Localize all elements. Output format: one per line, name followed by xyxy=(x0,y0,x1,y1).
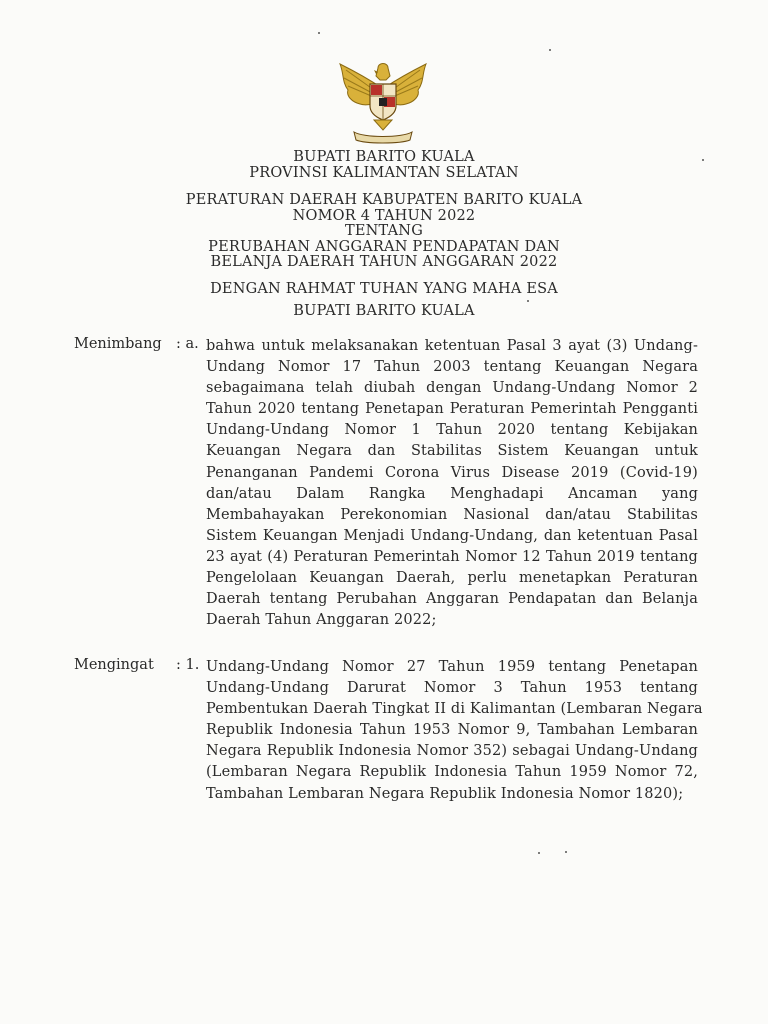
mengingat-label: Mengingat xyxy=(74,657,154,673)
menimbang-line: bahwa untuk melaksanakan ketentuan Pasal 3 ayat (3) Undang- xyxy=(206,338,698,354)
garuda-emblem-icon xyxy=(334,58,432,144)
menimbang-body xyxy=(206,336,698,631)
mengingat-line: (Lembaran Negara Republik Indonesia Tahun 1959 Nomor 72, xyxy=(206,764,698,781)
menimbang-line: Undang-Undang Nomor 1 Tahun 2020 tentang Kebijakan xyxy=(206,422,698,439)
regulation-heading xyxy=(0,193,768,271)
document-authority-heading xyxy=(0,150,768,181)
menimbang-line: Membahayakan Perekonomian Nasional dan/atau Stabilitas xyxy=(206,506,698,523)
preamble-authority: BUPATI BARITO KUALA xyxy=(293,303,475,319)
regulation-about: TENTANG xyxy=(345,223,423,239)
mengingat-line: Pembentukan Daerah Tingkat II di Kalimantan (Lembaran Negara xyxy=(206,701,703,718)
menimbang-line: dan/atau Dalam Rangka Menghadapi Ancaman yang xyxy=(206,485,698,502)
menimbang-line: Undang Nomor 17 Tahun 2003 tentang Keuangan Negara xyxy=(206,359,698,376)
scan-speck xyxy=(538,852,540,854)
menimbang-line: Daerah tentang Perubahan Anggaran Pendapatan dan Belanja xyxy=(206,591,698,608)
menimbang-line: 23 ayat (4) Peraturan Pemerintah Nomor 12 Tahun 2019 tentang xyxy=(206,548,698,565)
menimbang-line: Daerah Tahun Anggaran 2022; xyxy=(206,612,437,629)
preamble-blessing: DENGAN RAHMAT TUHAN YANG MAHA ESA xyxy=(210,281,558,297)
menimbang-marker: : a. xyxy=(176,336,199,352)
regulation-subject-line-2: BELANJA DAERAH TAHUN ANGGARAN 2022 xyxy=(210,254,558,270)
mengingat-body xyxy=(206,657,703,805)
preamble-heading xyxy=(0,278,768,322)
authority-title: BUPATI BARITO KUALA xyxy=(293,149,475,165)
menimbang-line: Sistem Keuangan Menjadi Undang-Undang, dan ketentuan Pasal xyxy=(206,527,698,544)
regulation-subject-line-1: PERUBAHAN ANGGARAN PENDAPATAN DAN xyxy=(208,238,560,255)
mengingat-line: Negara Republik Indonesia Nomor 352) sebagai Undang-Undang xyxy=(206,743,698,760)
menimbang-label: Menimbang xyxy=(74,336,162,352)
scan-speck xyxy=(565,851,567,853)
menimbang-line: Pengelolaan Keuangan Daerah, perlu menetapkan Peraturan xyxy=(206,570,698,587)
regulation-number: NOMOR 4 TAHUN 2022 xyxy=(292,207,476,224)
menimbang-line: Keuangan Negara dan Stabilitas Sistem Keuangan untuk xyxy=(206,443,698,460)
menimbang-line: Tahun 2020 tentang Penetapan Peraturan Pemerintah Pengganti xyxy=(206,401,698,418)
regulation-title: PERATURAN DAERAH KABUPATEN BARITO KUALA xyxy=(185,192,583,208)
province-title: PROVINSI KALIMANTAN SELATAN xyxy=(249,164,519,181)
mengingat-line: Republik Indonesia Tahun 1953 Nomor 9, Tambahan Lembaran xyxy=(206,722,698,739)
scan-speck xyxy=(702,159,704,161)
mengingat-line: Undang-Undang Darurat Nomor 3 Tahun 1953 tentang xyxy=(206,680,698,697)
menimbang-line: Penanganan Pandemi Corona Virus Disease 2019 (Covid-19) xyxy=(206,464,698,481)
scan-speck xyxy=(549,49,551,51)
mengingat-line: Tambahan Lembaran Negara Republik Indonesia Nomor 1820); xyxy=(206,785,684,802)
menimbang-line: sebagaimana telah diubah dengan Undang-Undang Nomor 2 xyxy=(206,380,698,397)
mengingat-marker: : 1. xyxy=(176,657,200,673)
scan-speck xyxy=(527,300,529,302)
mengingat-line: Undang-Undang Nomor 27 Tahun 1959 tentang Penetapan xyxy=(206,659,698,675)
scan-speck xyxy=(318,32,320,34)
